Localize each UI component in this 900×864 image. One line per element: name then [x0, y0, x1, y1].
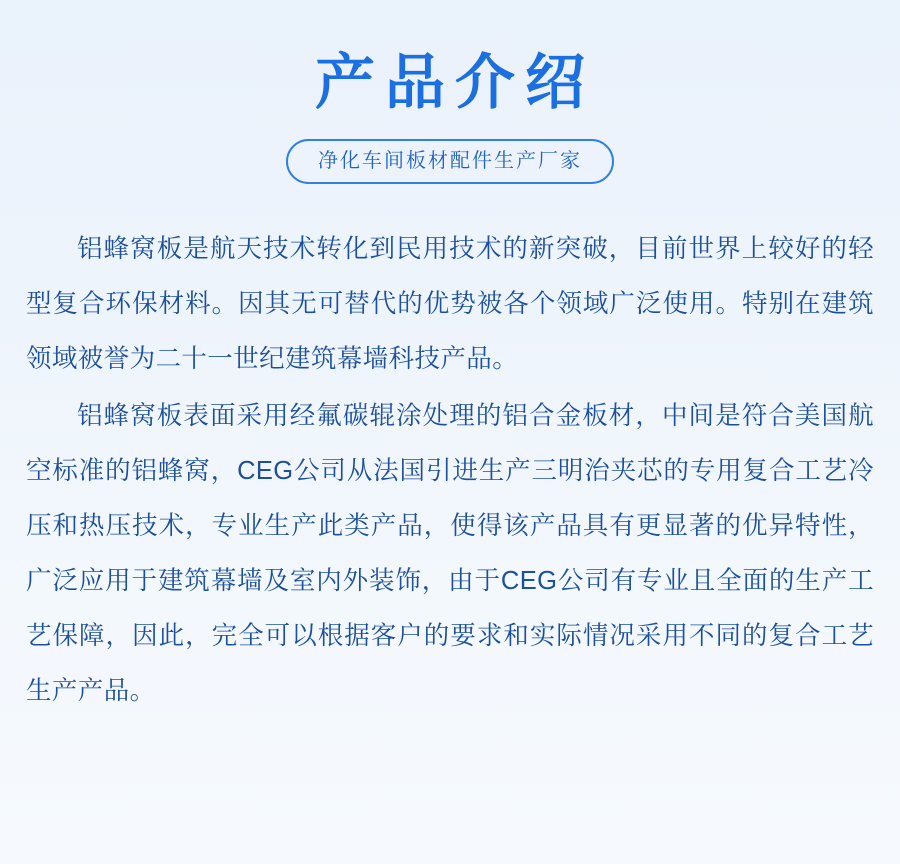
product-description	[26, 222, 874, 719]
subtitle-badge: 净化车间板材配件生产厂家	[286, 139, 614, 184]
page-title: 产品介绍	[315, 49, 595, 116]
page-header	[0, 0, 900, 184]
subtitle-container	[0, 139, 900, 184]
paragraph: 铝蜂窝板表面采用经氟碳辊涂处理的铝合金板材，中间是符合美国航空标准的铝蜂窝，CEG公司从法国引进生产三明治夹芯的专用复合工艺冷压和热压技术，专业生产此类产品，使得该产品具有更显著的优异特性，广泛应用于建筑幕墙及室内外装饰，由于CEG公司有专业且全面的生产工艺保障，因此，完全可以根据客户的要求和实际情况采用不同的复合工艺生产产品。	[26, 402, 874, 705]
paragraph: 铝蜂窝板是航天技术转化到民用技术的新突破，目前世界上较好的轻型复合环保材料。因其无可替代的优势被各个领域广泛使用。特别在建筑领域被誉为二十一世纪建筑幕墙科技产品。	[26, 235, 874, 373]
